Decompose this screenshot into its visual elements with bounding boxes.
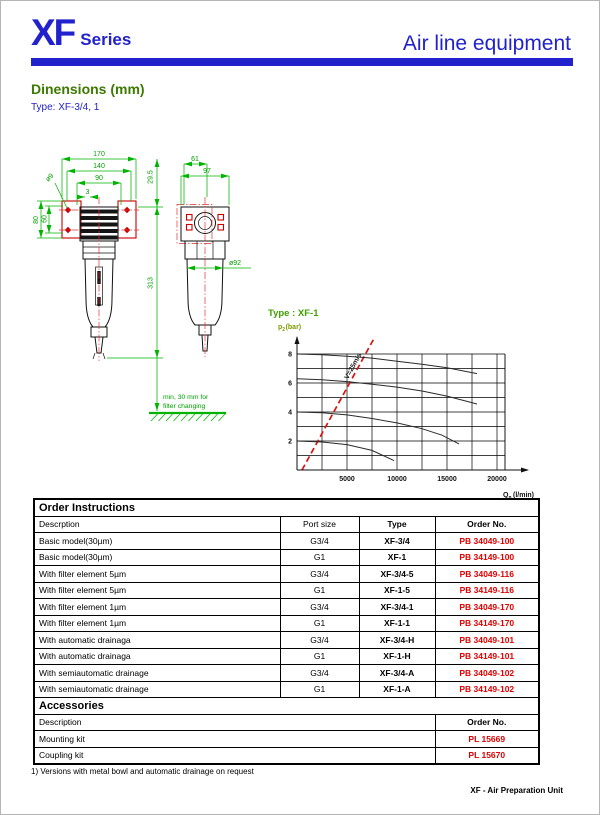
row-port: G3/4 bbox=[280, 599, 359, 616]
header-rule bbox=[31, 58, 573, 66]
svg-text:6: 6 bbox=[288, 380, 292, 388]
row-port: G1 bbox=[280, 582, 359, 599]
table-row bbox=[34, 615, 539, 632]
clearance-note-line2: filter changing bbox=[163, 403, 206, 410]
row-order-no: PB 34149-101 bbox=[435, 648, 539, 665]
dim-60: 60 bbox=[41, 215, 49, 223]
row-description: With semiautomatic drainage bbox=[34, 665, 280, 682]
row-order-no: PB 34149-170 bbox=[435, 615, 539, 632]
chart-plot-area bbox=[288, 337, 528, 483]
row-description: With filter element 5µm bbox=[34, 566, 280, 583]
dim-3: 3 bbox=[85, 189, 90, 196]
svg-text:5000: 5000 bbox=[339, 476, 355, 483]
chart-x-axis-label: $Q_n$ (l/min) bbox=[503, 492, 535, 501]
table-row bbox=[34, 632, 539, 649]
col-header-description: Descrption bbox=[34, 516, 280, 533]
dim-29-5: 29.5 bbox=[147, 170, 155, 184]
row-description: Basic model(30µm) bbox=[34, 549, 280, 566]
table-row bbox=[34, 566, 539, 583]
row-port: G1 bbox=[280, 615, 359, 632]
dim-313: 313 bbox=[147, 277, 155, 289]
dim-170: 170 bbox=[93, 151, 105, 158]
row-description: With automatic drainaga bbox=[34, 632, 280, 649]
row-port: G3/4 bbox=[280, 533, 359, 550]
svg-text:V=25m/s: V=25m/s bbox=[343, 352, 364, 381]
dim-90: 90 bbox=[95, 175, 103, 182]
logo-series-code: XF bbox=[31, 12, 75, 53]
row-description: With filter element 1µm bbox=[34, 599, 280, 616]
row-description: With filter element 1µm bbox=[34, 615, 280, 632]
row-port: G3/4 bbox=[280, 665, 359, 682]
col-header-order-no: Order No. bbox=[435, 714, 539, 731]
row-description: Basic model(30µm) bbox=[34, 533, 280, 550]
svg-text:15000: 15000 bbox=[437, 476, 457, 483]
row-order-no: PL 15670 bbox=[435, 747, 539, 764]
row-type: XF-3/4-A bbox=[359, 665, 435, 682]
row-port: G1 bbox=[280, 681, 359, 698]
row-port: G1 bbox=[280, 549, 359, 566]
table-row bbox=[34, 533, 539, 550]
row-order-no: PB 34049-100 bbox=[435, 533, 539, 550]
order-table-header-row bbox=[34, 516, 539, 533]
row-type: XF-1 bbox=[359, 549, 435, 566]
flow-chart bbox=[256, 301, 586, 506]
dim-80: 80 bbox=[33, 216, 40, 224]
col-header-port-size: Port size bbox=[280, 516, 359, 533]
footer-label: XF - Air Preparation Unit bbox=[470, 786, 563, 795]
dim-140: 140 bbox=[93, 163, 105, 170]
col-header-type: Type bbox=[359, 516, 435, 533]
row-order-no: PB 34049-170 bbox=[435, 599, 539, 616]
page-title: Air line equipment bbox=[402, 32, 571, 55]
svg-text:10000: 10000 bbox=[387, 476, 407, 483]
row-order-no: PB 34049-116 bbox=[435, 566, 539, 583]
col-header-order-no: Order No. bbox=[435, 516, 539, 533]
chart-y-axis-label: $p_2(bar)$ bbox=[278, 324, 302, 333]
dim-dia92: ø92 bbox=[229, 260, 242, 267]
table-row bbox=[34, 582, 539, 599]
row-description: Coupling kit bbox=[34, 747, 435, 764]
table-row bbox=[34, 599, 539, 616]
row-description: With filter element 5µm bbox=[34, 582, 280, 599]
accessories-title: Accessories bbox=[34, 698, 539, 715]
logo-series-word: Series bbox=[80, 30, 132, 50]
front-view bbox=[59, 197, 139, 361]
row-type: XF-3/4-1 bbox=[359, 599, 435, 616]
dimension-lines bbox=[33, 151, 251, 421]
row-type: XF-1-A bbox=[359, 681, 435, 698]
table-row bbox=[34, 731, 539, 748]
row-type: XF-3/4-H bbox=[359, 632, 435, 649]
row-order-no: PL 15669 bbox=[435, 731, 539, 748]
row-description: With semiautomatic drainage bbox=[34, 681, 280, 698]
table-row bbox=[34, 747, 539, 764]
svg-text:8: 8 bbox=[288, 351, 292, 359]
row-order-no: PB 34149-100 bbox=[435, 549, 539, 566]
row-type: XF-1-1 bbox=[359, 615, 435, 632]
side-view bbox=[177, 197, 229, 357]
svg-text:4: 4 bbox=[288, 409, 292, 417]
table-row bbox=[34, 648, 539, 665]
row-type: XF-1-5 bbox=[359, 582, 435, 599]
row-type: XF-1-H bbox=[359, 648, 435, 665]
svg-text:2: 2 bbox=[288, 438, 292, 446]
svg-text:20000: 20000 bbox=[487, 476, 507, 483]
dimension-drawing bbox=[1, 131, 261, 501]
section-subtitle: Type: XF-3/4, 1 bbox=[31, 102, 100, 113]
order-table bbox=[33, 498, 540, 765]
dim-61: 61 bbox=[191, 156, 199, 163]
row-port: G3/4 bbox=[280, 566, 359, 583]
ground-hatch bbox=[151, 414, 226, 422]
row-order-no: PB 34149-116 bbox=[435, 582, 539, 599]
accessories-header-row bbox=[34, 714, 539, 731]
row-type: XF-3/4 bbox=[359, 533, 435, 550]
row-order-no: PB 34049-101 bbox=[435, 632, 539, 649]
row-port: G3/4 bbox=[280, 632, 359, 649]
row-order-no: PB 34149-102 bbox=[435, 681, 539, 698]
row-description: Mounting kit bbox=[34, 731, 435, 748]
dim-dia9: ø9 bbox=[44, 172, 56, 184]
footnote: 1) Versions with metal bowl and automatic drainage on request bbox=[31, 767, 254, 776]
row-description: With automatic drainaga bbox=[34, 648, 280, 665]
table-row bbox=[34, 549, 539, 566]
clearance-note-line1: min, 30 mm for bbox=[163, 394, 209, 401]
row-order-no: PB 34049-102 bbox=[435, 665, 539, 682]
table-row bbox=[34, 681, 539, 698]
row-type: XF-3/4-5 bbox=[359, 566, 435, 583]
brand-logo bbox=[31, 12, 132, 53]
row-port: G1 bbox=[280, 648, 359, 665]
dim-97: 97 bbox=[203, 168, 211, 175]
col-header-description: Description bbox=[34, 714, 435, 731]
section-title: Dinensions (mm) bbox=[31, 81, 145, 97]
table-row bbox=[34, 665, 539, 682]
chart-title: Type : XF-1 bbox=[268, 308, 319, 319]
order-table-title: Order Instructions bbox=[34, 499, 539, 516]
